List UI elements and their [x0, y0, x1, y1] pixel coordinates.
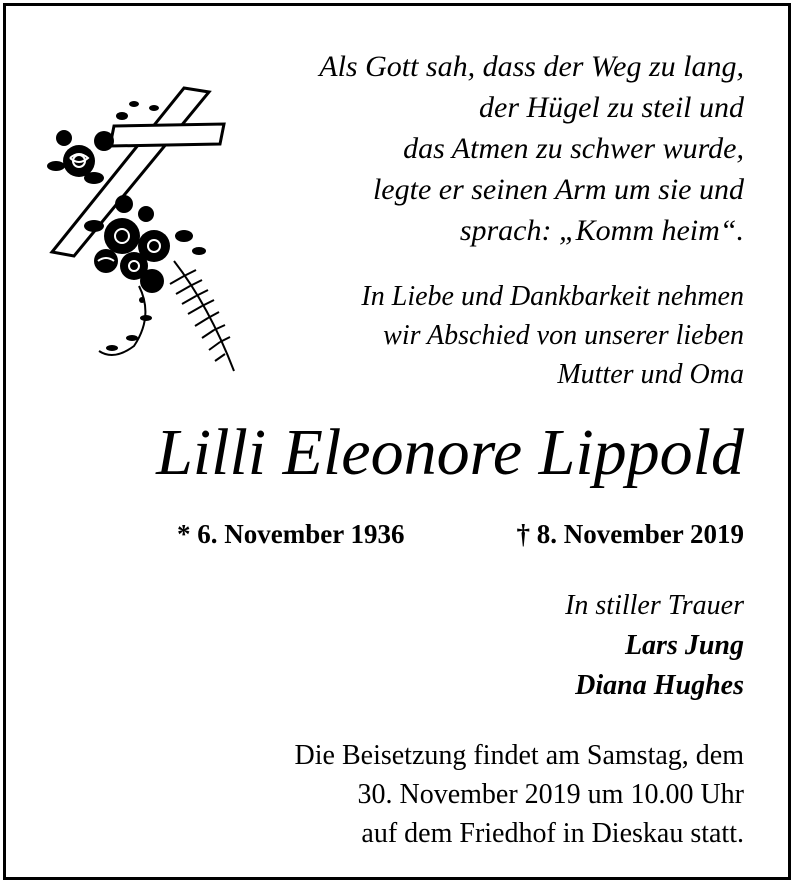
poem-line: das Atmen zu schwer wurde, — [403, 132, 744, 165]
cross-with-roses-icon — [34, 86, 244, 376]
death-date: † 8. November 2019 — [516, 519, 744, 549]
deceased-name: Lilli Eleonore Lippold — [156, 416, 744, 489]
poem-line: sprach: „Komm heim“. — [459, 214, 744, 247]
farewell-line: Mutter und Oma — [557, 359, 744, 390]
farewell-line: In Liebe und Dankbarkeit nehmen — [361, 281, 744, 312]
mourner-name: Lars Jung — [624, 630, 744, 661]
farewell-text — [361, 277, 744, 394]
poem-line: der Hügel zu steil und — [479, 91, 744, 124]
mourner-name: Diana Hughes — [575, 670, 744, 701]
farewell-line: wir Abschied von unserer lieben — [383, 320, 744, 351]
birth-date: * 6. November 1936 — [177, 519, 405, 549]
funeral-notice — [295, 736, 744, 853]
funeral-line: 30. November 2019 um 10.00 Uhr — [357, 779, 744, 810]
mourning-block — [565, 586, 744, 706]
poem-line: Als Gott sah, dass der Weg zu lang, — [319, 50, 744, 83]
poem-line: legte er seinen Arm um sie und — [372, 173, 744, 206]
funeral-line: auf dem Friedhof in Dieskau statt. — [361, 818, 744, 849]
obituary-frame — [3, 3, 791, 880]
poem — [319, 46, 744, 251]
funeral-line: Die Beisetzung findet am Samstag, dem — [294, 740, 744, 771]
mourning-intro: In stiller Trauer — [565, 590, 744, 621]
